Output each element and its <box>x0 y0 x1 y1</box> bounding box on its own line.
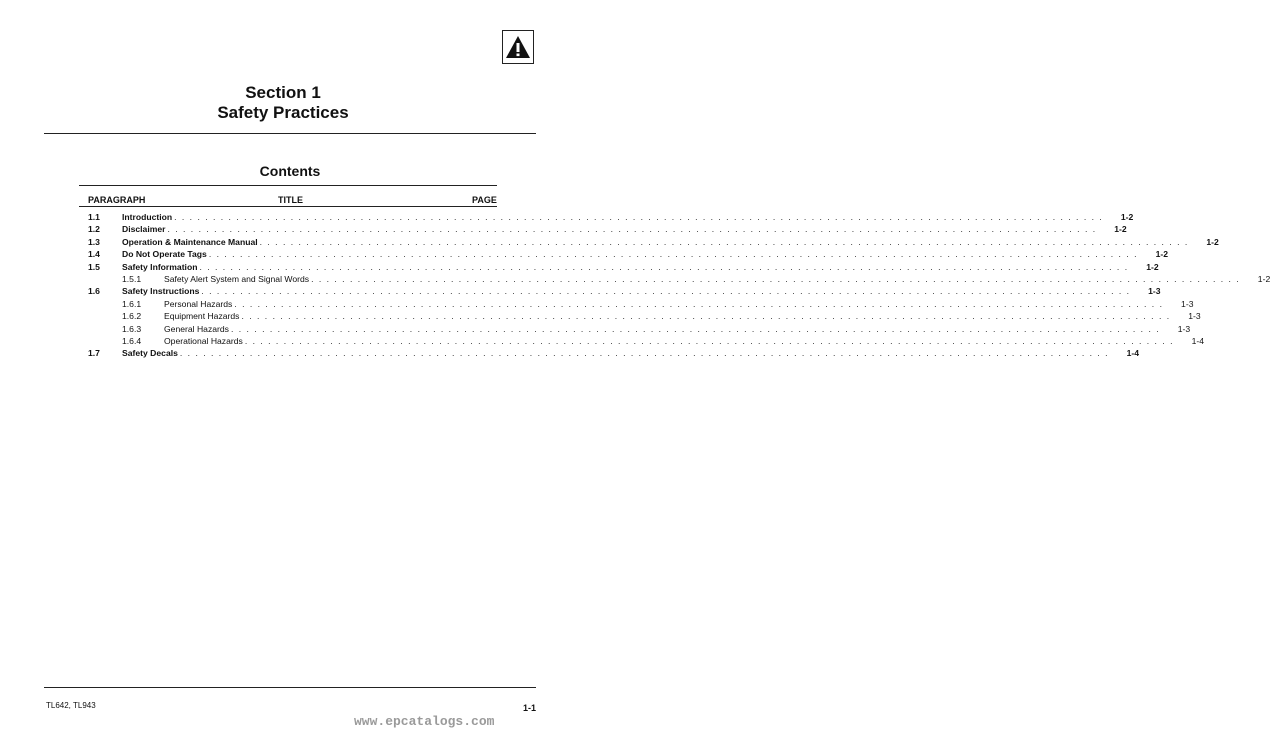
toc-entry-number: 1.6.1 <box>122 298 142 309</box>
bottom-rule <box>44 687 536 688</box>
toc-entry-page: 1-2 <box>1206 236 1219 247</box>
toc-entry[interactable] <box>88 223 1127 235</box>
leader-dots: . . . . . . . . . . . . . . . . . . . . . . . . . . . . . . . . . . . . . . . . . . . . . . . . . . . . . . . . . . . . . . . . . . . . . . . . . . . . . . . . . . . . . . . . . . . . . . . . . . . . . . . . . . . . . . . . . . . . . . . . <box>230 323 1161 334</box>
section-heading <box>0 83 566 123</box>
toc-entry-title: Introduction <box>122 212 173 222</box>
section-number: Section 1 <box>245 83 321 102</box>
toc-entry-page: 1-3 <box>1177 323 1191 334</box>
toc-entry-title: Safety Decals <box>122 348 178 359</box>
col-page-header: PAGE <box>472 195 497 205</box>
toc-entry-number: 1.6.2 <box>122 311 142 322</box>
toc-entry[interactable] <box>88 335 1204 347</box>
toc-entry-page: 1-3 <box>1181 298 1194 309</box>
toc-entry-title: Safety Alert System and Signal Words <box>164 273 310 284</box>
toc-entry-title: Operational Hazards <box>164 335 243 346</box>
toc-entry-number: 1.5 <box>88 261 100 272</box>
toc-entry-number: 1.3 <box>88 236 100 247</box>
toc-entry-page: 1-2 <box>1155 249 1168 260</box>
toc-entry-page: 1-2 <box>1120 212 1134 222</box>
toc-entry[interactable] <box>88 347 1140 359</box>
toc-entry-title: Safety Information <box>122 261 198 272</box>
col-paragraph-header: PARAGRAPH <box>88 195 146 205</box>
toc-entry-number: 1.7 <box>88 348 100 359</box>
leader-dots: . . . . . . . . . . . . . . . . . . . . . . . . . . . . . . . . . . . . . . . . . . . . . . . . . . . . . . . . . . . . . . . . . . . . . . . . . . . . . . . . . . . . . . . . . . . . . . . . . . . . . . . . . . . . . . . . . . . . . . . . <box>199 261 1129 272</box>
table-of-contents <box>88 211 1270 360</box>
footer-page-number: 1-1 <box>522 703 536 713</box>
toc-entry-title: Operation & Maintenance Manual <box>122 236 258 247</box>
toc-entry-page: 1-2 <box>1257 273 1270 284</box>
top-rule <box>44 133 536 134</box>
toc-entry-number: 1.6.3 <box>122 323 142 334</box>
warning-triangle-icon <box>505 35 531 59</box>
toc-entry[interactable] <box>88 248 1168 260</box>
toc-entry-title: Equipment Hazards <box>164 311 240 322</box>
toc-entry[interactable] <box>88 285 1161 297</box>
toc-entry-page: 1-2 <box>1146 261 1159 272</box>
toc-top-rule <box>79 185 497 186</box>
toc-entry-page: 1-3 <box>1188 311 1201 322</box>
toc-entry-page: 1-4 <box>1191 335 1204 346</box>
leader-dots: . . . . . . . . . . . . . . . . . . . . . . . . . . . . . . . . . . . . . . . . . . . . . . . . . . . . . . . . . . . . . . . . . . . . . . . . . . . . . . . . . . . . . . . . . . . . . . . . . . . . . . . . . . . . . . . . . . . . . . . . <box>167 224 1097 235</box>
leader-dots: . . . . . . . . . . . . . . . . . . . . . . . . . . . . . . . . . . . . . . . . . . . . . . . . . . . . . . . . . . . . . . . . . . . . . . . . . . . . . . . . . . . . . . . . . . . . . . . . . . . . . . . . . . . . . . . . . . . . . . . . <box>174 212 1104 222</box>
toc-entry[interactable] <box>88 310 1201 322</box>
toc-entry[interactable] <box>88 236 1219 248</box>
toc-entry-number: 1.4 <box>88 249 100 260</box>
toc-entry-title: Do Not Operate Tags <box>122 249 207 260</box>
toc-entry[interactable] <box>88 323 1191 335</box>
leader-dots: . . . . . . . . . . . . . . . . . . . . . . . . . . . . . . . . . . . . . . . . . . . . . . . . . . . . . . . . . . . . . . . . . . . . . . . . . . . . . . . . . . . . . . . . . . . . . . . . . . . . . . . . . . . . . . . . . . . . . . . . <box>241 311 1171 322</box>
toc-entry-page: 1-2 <box>1114 224 1127 235</box>
watermark-link[interactable]: www.epcatalogs.com <box>354 714 495 729</box>
toc-entry-title: General Hazards <box>164 323 229 334</box>
contents-heading: Contents <box>259 163 321 179</box>
leader-dots: . . . . . . . . . . . . . . . . . . . . . . . . . . . . . . . . . . . . . . . . . . . . . . . . . . . . . . . . . . . . . . . . . . . . . . . . . . . . . . . . . . . . . . . . . . . . . . . . . . . . . . . . . . . . . . . . . . . . . . . . <box>208 249 1138 260</box>
leader-dots: . . . . . . . . . . . . . . . . . . . . . . . . . . . . . . . . . . . . . . . . . . . . . . . . . . . . . . . . . . . . . . . . . . . . . . . . . . . . . . . . . . . . . . . . . . . . . . . . . . . . . . . . . . . . . . . . . . . . . . . . <box>244 335 1174 346</box>
col-title-header: TITLE <box>278 195 303 205</box>
toc-entry-number: 1.5.1 <box>122 273 142 284</box>
toc-entry-title: Safety Instructions <box>122 286 200 297</box>
toc-entry-number: 1.6 <box>88 286 100 297</box>
leader-dots: . . . . . . . . . . . . . . . . . . . . . . . . . . . . . . . . . . . . . . . . . . . . . . . . . . . . . . . . . . . . . . . . . . . . . . . . . . . . . . . . . . . . . . . . . . . . . . . . . . . . . . . . . . . . . . . . . . . . . . . . <box>259 236 1189 247</box>
footer-models: TL642, TL943 <box>46 701 96 710</box>
toc-entry-title: Personal Hazards <box>164 298 233 309</box>
leader-dots: . . . . . . . . . . . . . . . . . . . . . . . . . . . . . . . . . . . . . . . . . . . . . . . . . . . . . . . . . . . . . . . . . . . . . . . . . . . . . . . . . . . . . . . . . . . . . . . . . . . . . . . . . . . . . . . . . . . . . . . . <box>311 273 1241 284</box>
toc-entry-page: 1-3 <box>1148 286 1161 297</box>
toc-entry-title: Disclaimer <box>122 224 166 235</box>
toc-entry-page: 1-4 <box>1126 348 1140 359</box>
warning-icon-box <box>502 30 534 64</box>
leader-dots: . . . . . . . . . . . . . . . . . . . . . . . . . . . . . . . . . . . . . . . . . . . . . . . . . . . . . . . . . . . . . . . . . . . . . . . . . . . . . . . . . . . . . . . . . . . . . . . . . . . . . . . . . . . . . . . . . . . . . . . . <box>201 286 1131 297</box>
toc-entry[interactable] <box>88 211 1134 223</box>
toc-header-rule <box>79 206 497 207</box>
leader-dots: . . . . . . . . . . . . . . . . . . . . . . . . . . . . . . . . . . . . . . . . . . . . . . . . . . . . . . . . . . . . . . . . . . . . . . . . . . . . . . . . . . . . . . . . . . . . . . . . . . . . . . . . . . . . . . . . . . . . . . . . <box>179 348 1110 359</box>
toc-entry-number: 1.1 <box>88 212 100 222</box>
toc-entry[interactable] <box>88 273 1270 285</box>
toc-entry[interactable] <box>88 261 1159 273</box>
leader-dots: . . . . . . . . . . . . . . . . . . . . . . . . . . . . . . . . . . . . . . . . . . . . . . . . . . . . . . . . . . . . . . . . . . . . . . . . . . . . . . . . . . . . . . . . . . . . . . . . . . . . . . . . . . . . . . . . . . . . . . . . <box>234 298 1164 309</box>
section-title: Safety Practices <box>217 103 349 122</box>
toc-entry-number: 1.6.4 <box>122 335 142 346</box>
toc-entry-number: 1.2 <box>88 224 100 235</box>
toc-entry[interactable] <box>88 298 1194 310</box>
